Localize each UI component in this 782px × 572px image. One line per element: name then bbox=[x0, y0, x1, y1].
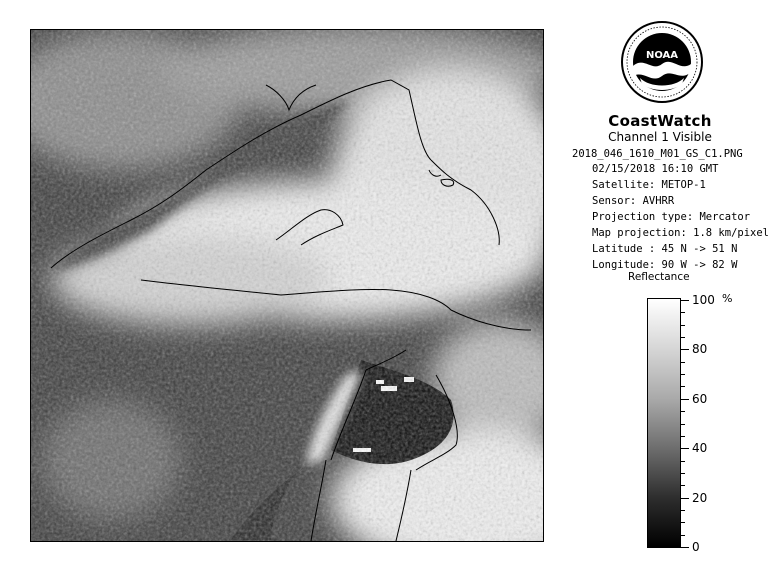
colorbar-minor-tick bbox=[681, 535, 685, 536]
colorbar-minor-tick bbox=[681, 473, 685, 474]
colorbar-tick-label: 60 bbox=[692, 391, 708, 406]
colorbar-minor-tick bbox=[681, 312, 685, 313]
colorbar-minor-tick bbox=[681, 522, 685, 523]
colorbar-minor-tick bbox=[681, 325, 685, 326]
colorbar-minor-tick bbox=[681, 436, 685, 437]
colorbar-tick-label: 40 bbox=[692, 441, 708, 456]
svg-text:NOAA: NOAA bbox=[645, 50, 679, 61]
channel-name: Channel 1 Visible bbox=[608, 130, 712, 144]
colorbar-minor-tick bbox=[681, 386, 685, 387]
colorbar-minor-tick bbox=[681, 461, 685, 462]
colorbar-minor-tick bbox=[681, 510, 685, 511]
colorbar-minor-tick bbox=[681, 424, 685, 425]
longitude: Longitude: 90 W -> 82 W bbox=[592, 259, 738, 271]
satellite-imagery-svg bbox=[31, 30, 543, 541]
colorbar-tick-label: 20 bbox=[692, 490, 708, 505]
sensor: Sensor: AVHRR bbox=[592, 195, 675, 207]
map-projection: Map projection: 1.8 km/pixel bbox=[592, 227, 770, 239]
colorbar-minor-tick bbox=[681, 337, 685, 338]
colorbar-unit: % bbox=[722, 292, 733, 305]
satellite: Satellite: METOP-1 bbox=[592, 179, 706, 191]
colorbar-minor-tick bbox=[681, 362, 685, 363]
brand-title: CoastWatch bbox=[608, 112, 712, 130]
colorbar-major-tick bbox=[681, 498, 689, 499]
datetime: 02/15/2018 16:10 GMT bbox=[592, 163, 719, 175]
colorbar-minor-tick bbox=[681, 485, 685, 486]
colorbar-major-tick bbox=[681, 399, 689, 400]
colorbar-major-tick bbox=[681, 547, 689, 548]
colorbar bbox=[647, 298, 681, 548]
colorbar-minor-tick bbox=[681, 411, 685, 412]
projection-type: Projection type: Mercator bbox=[592, 211, 751, 223]
filename: 2018_046_1610_M01_GS_C1.PNG bbox=[572, 148, 743, 160]
colorbar-major-tick bbox=[681, 349, 689, 350]
colorbar-title: Reflectance bbox=[628, 271, 690, 283]
noaa-logo-icon bbox=[620, 20, 704, 104]
latitude: Latitude : 45 N -> 51 N bbox=[592, 243, 738, 255]
colorbar-tick-label: 80 bbox=[692, 342, 708, 357]
colorbar-major-tick bbox=[681, 448, 689, 449]
colorbar-tick-label: 100 bbox=[692, 293, 715, 307]
colorbar-minor-tick bbox=[681, 374, 685, 375]
satellite-image bbox=[30, 29, 544, 542]
colorbar-tick-label: 0 bbox=[692, 540, 700, 554]
colorbar-major-tick bbox=[681, 300, 689, 301]
